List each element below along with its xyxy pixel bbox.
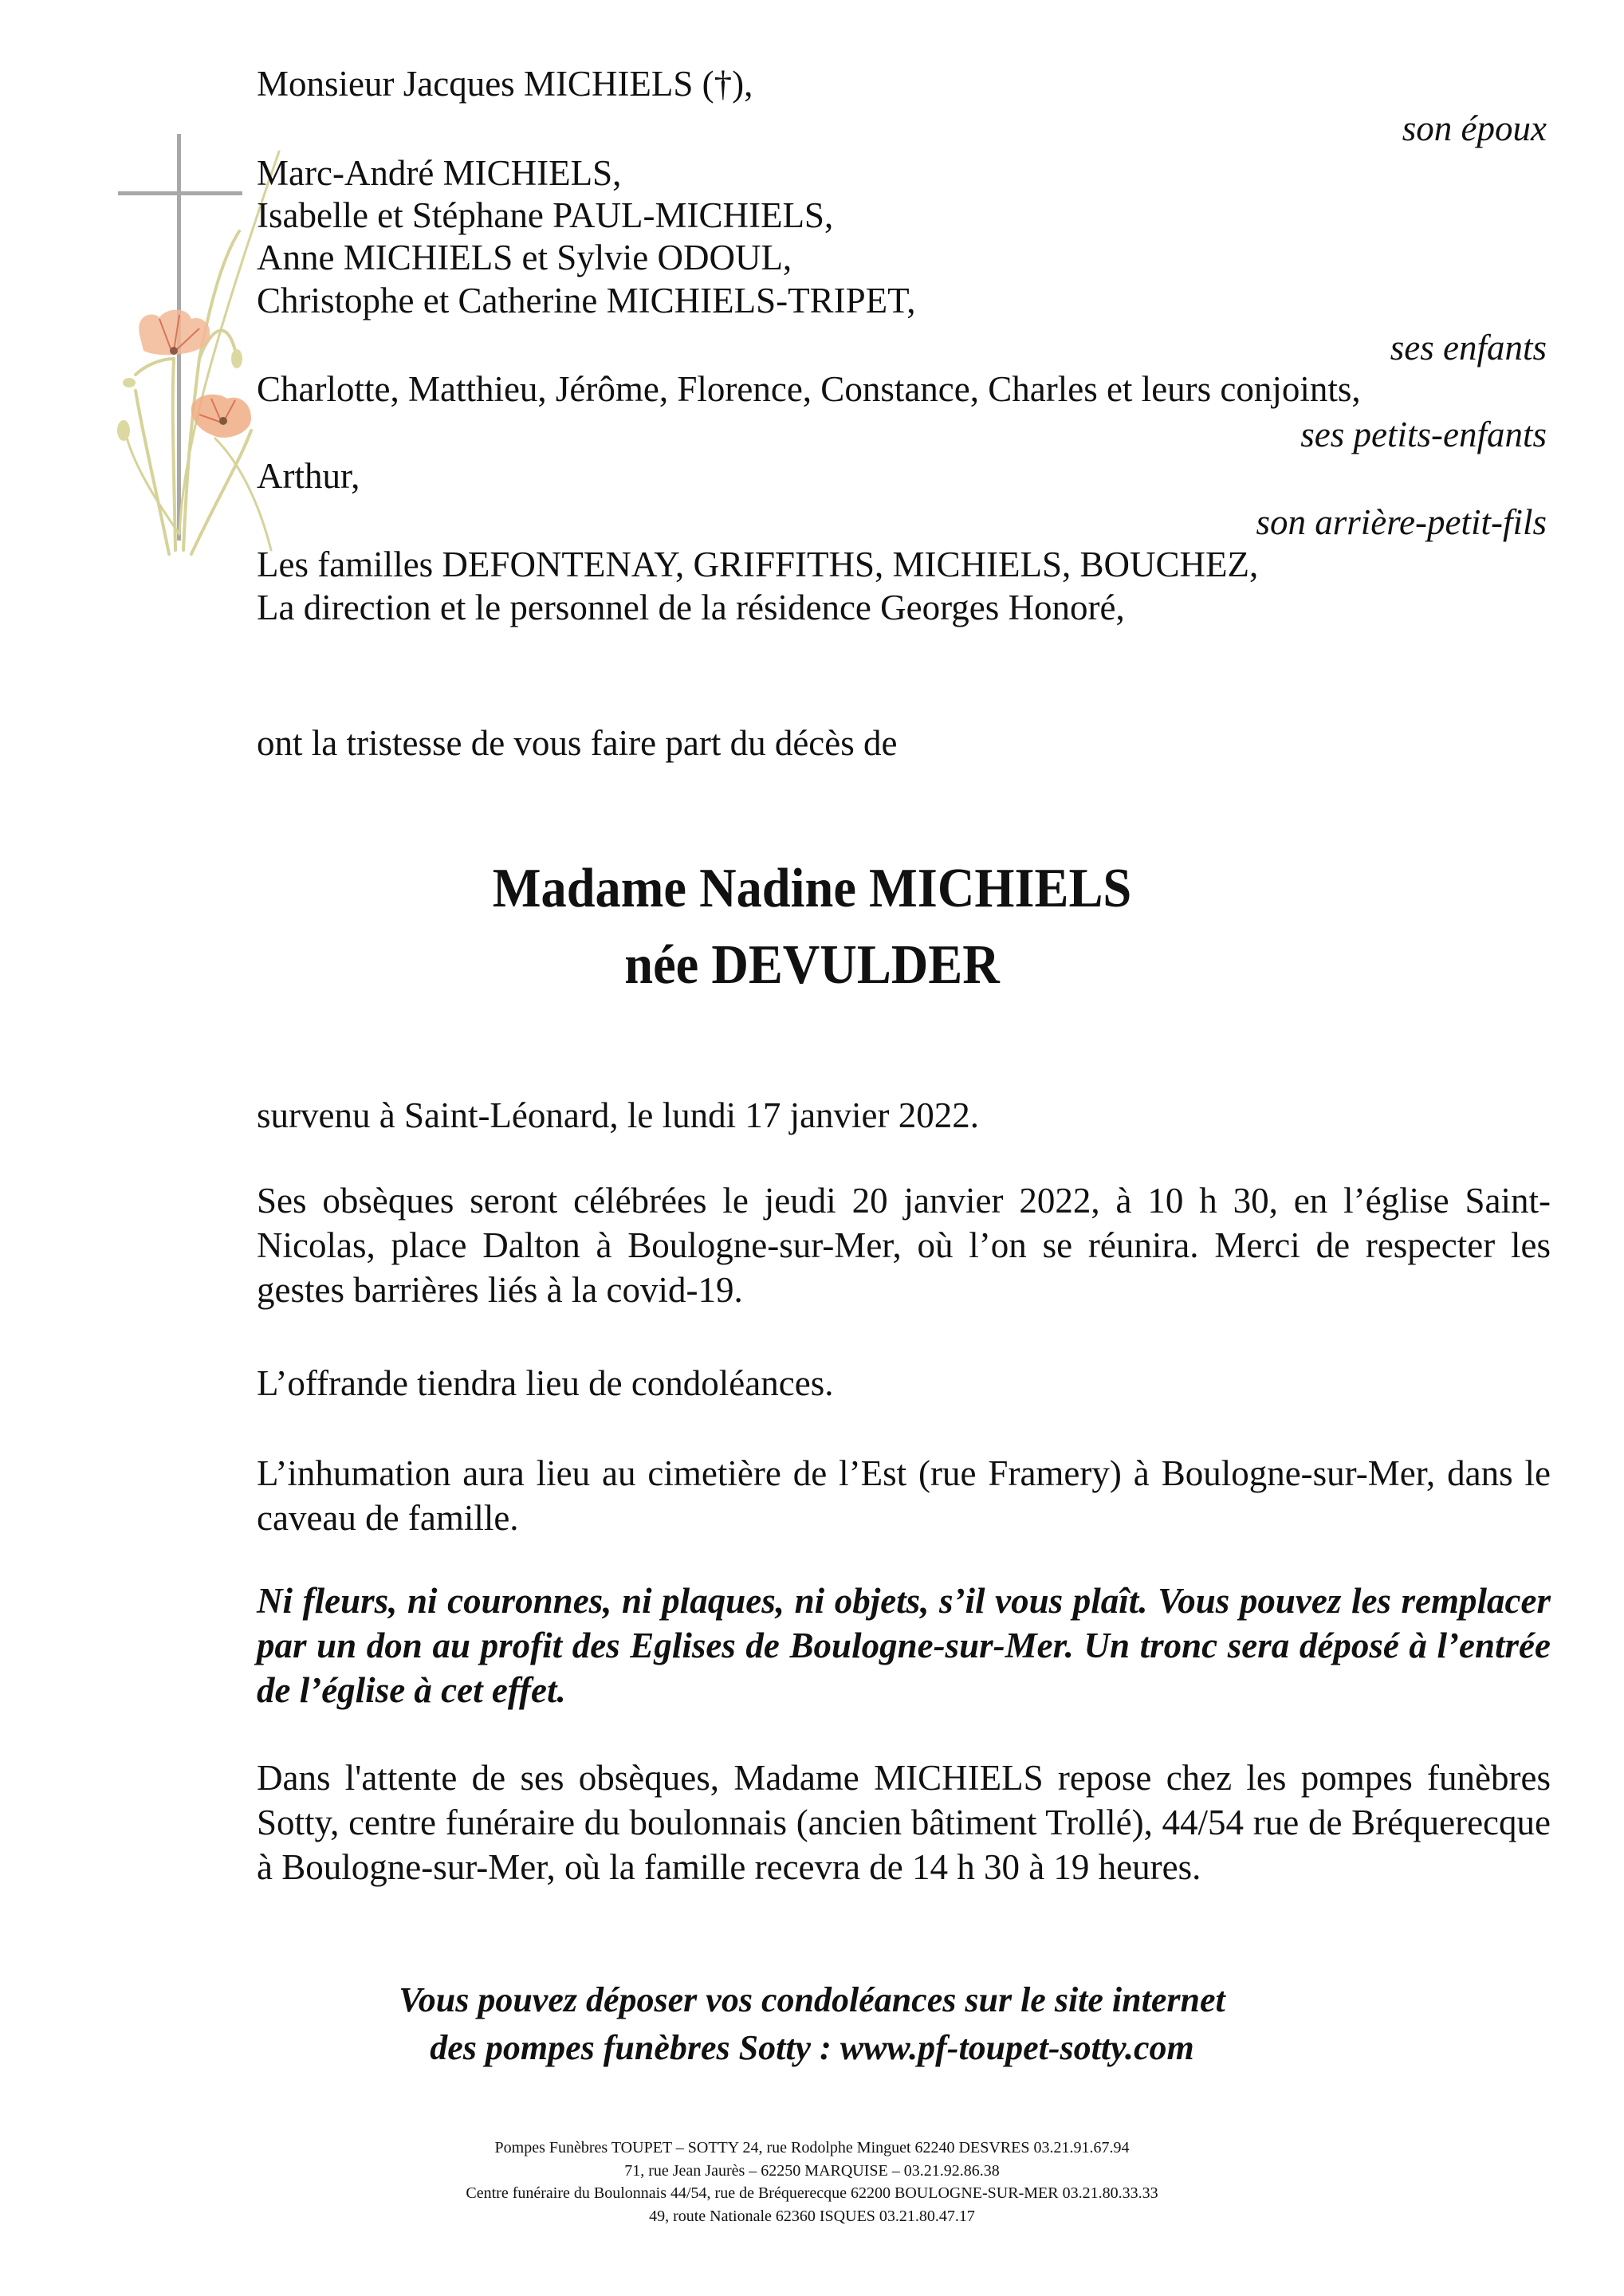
child-name: Anne MICHIELS et Sylvie ODOUL, [257,238,792,277]
footer-address-desvres: Pompes Funèbres TOUPET – SOTTY 24, rue Rodolphe Minguet 62240 DESVRES 03.21.91.67.94 [494,2139,1130,2156]
visitation-paragraph: Dans l'attente de ses obsèques, Madame MICHIELS repose chez les pompes funèbres Sotty, centre funéraire du boulonnais (ancien bâtiment Trollé), 44/54 rue de Bréquerecque à Boulogne-sur-Mer, où la famille recevra de 14 h 30 à 19 heures. [257,1758,1551,1887]
great-grandchild-relation: son arrière-petit-fils [1256,502,1547,542]
footer-address-isques: 49, route Nationale 62360 ISQUES 03.21.80.47.17 [649,2207,975,2225]
announcement-text: ont la tristesse de vous faire part du décès de [257,723,898,763]
families-names: Les familles DEFONTENAY, GRIFFITHS, MICHIELS, BOUCHEZ, [257,545,1259,584]
death-notice: survenu à Saint-Léonard, le lundi 17 janvier 2022. [257,1095,980,1135]
no-flowers-paragraph: Ni fleurs, ni couronnes, ni plaques, ni objets, s’il vous plaît. Vous pouvez les remplacer par un don au profit des Eglises de Boulogne-sur-Mer. Un tronc sera déposé à l’entrée de l’église à cet effet. [257,1581,1551,1710]
funeral-home-footer [0,2137,1624,2227]
spouse-name: Monsieur Jacques MICHIELS (†), [257,64,753,104]
condolences-line-1: Vous pouvez déposer vos condoléances sur le site internet [399,1980,1225,2019]
spouse-relation: son époux [1402,108,1547,148]
deceased-name: Madame Nadine MICHIELS [492,858,1132,919]
funeral-paragraph: Ses obsèques seront célébrées le jeudi 20 janvier 2022, à 10 h 30, en l’église Saint-Nicolas, place Dalton à Boulogne-sur-Mer, où l’on se réunira. Merci de respecter les gestes barrières liés à la covid-19. [257,1181,1551,1310]
burial-paragraph: L’inhumation aura lieu au cimetière de l’Est (rue Framery) à Boulogne-sur-Mer, dans le caveau de famille. [257,1453,1551,1538]
child-name: Marc-André MICHIELS, [257,153,622,193]
poppy-flower-icon [139,309,210,355]
footer-address-marquise: 71, rue Jean Jaurès – 62250 MARQUISE – 03.21.92.86.38 [624,2161,1000,2180]
children-relation: ses enfants [1390,328,1547,368]
poppy-flower-icon [191,395,251,438]
child-name: Isabelle et Stéphane PAUL-MICHIELS, [257,195,834,235]
stems [124,151,279,554]
great-grandchild-name: Arthur, [257,456,360,496]
deceased-maiden-name: née DEVULDER [624,934,1000,996]
residence-staff: La direction et le personnel de la résidence Georges Honoré, [257,588,1125,627]
condolences-website-line: des pompes funèbres Sotty : www.pf-toupet-sotty.com [430,2028,1194,2067]
child-name: Christophe et Catherine MICHIELS-TRIPET, [257,281,916,320]
offering-paragraph: L’offrande tiendra lieu de condoléances. [257,1363,834,1403]
cross-poppy-illustration [80,120,287,566]
grandchildren-relation: ses petits-enfants [1300,415,1547,454]
grandchildren-names: Charlotte, Matthieu, Jérôme, Florence, Constance, Charles et leurs conjoints, [257,369,1361,409]
footer-address-boulogne: Centre funéraire du Boulonnais 44/54, rue de Bréquerecque 62200 BOULOGNE-SUR-MER 03.21.80.33.33 [466,2184,1158,2202]
